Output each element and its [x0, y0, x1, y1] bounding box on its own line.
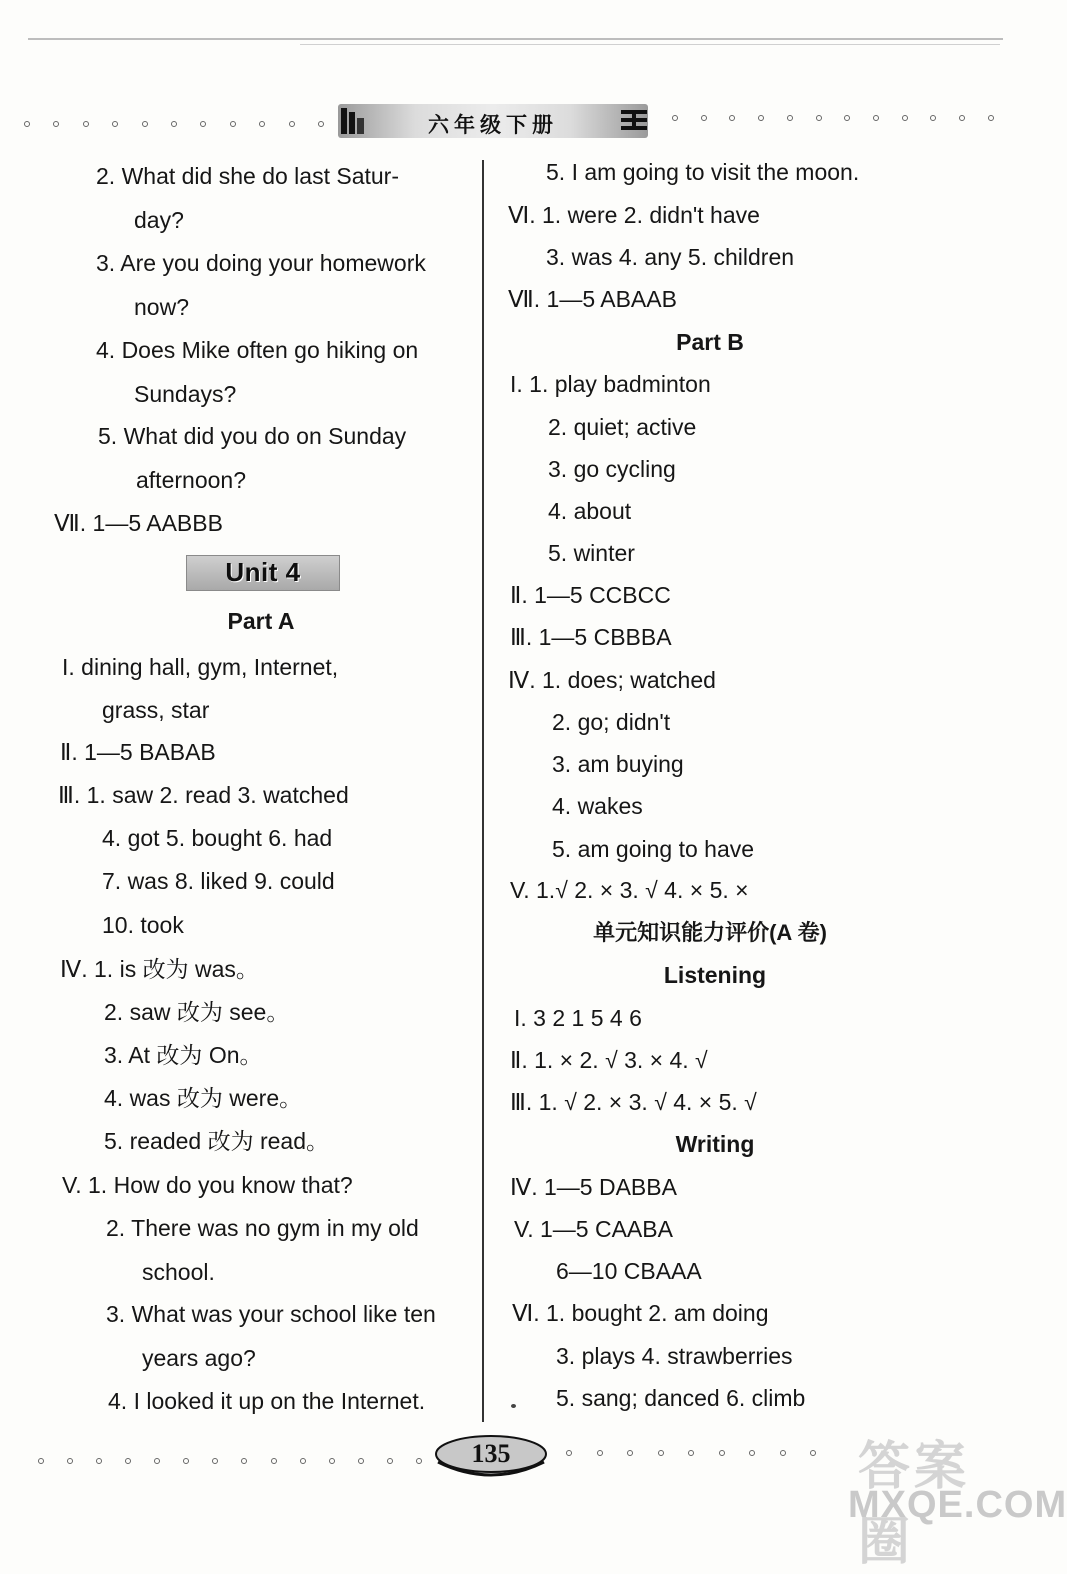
answer-line: 10. took	[102, 912, 184, 938]
answer-line: Ⅲ. 1. √ 2. × 3. √ 4. × 5. √	[510, 1089, 757, 1115]
unit-title: Unit 4	[225, 557, 301, 587]
answer-line: Ⅶ. 1—5 AABBB	[54, 510, 223, 536]
answer-line: Ⅵ. 1. were 2. didn't have	[508, 202, 760, 228]
answer-line: Ⅵ. 1. bought 2. am doing	[512, 1300, 769, 1326]
watermark-logo-text: 答案圈	[858, 1438, 971, 1571]
answer-line: 3. At 改为 On。	[104, 1042, 263, 1068]
answer-line: Ⅱ. 1—5 CCBCC	[510, 582, 671, 608]
answer-line: I. 1. play badminton	[510, 371, 711, 397]
answer-line: 5. What did you do on Sunday	[98, 423, 407, 449]
header-dots-right	[672, 115, 994, 121]
answer-line: Ⅳ. 1—5 DABBA	[510, 1174, 677, 1200]
part-a-heading: Part A	[227, 608, 295, 634]
footer-dots-right	[566, 1450, 816, 1456]
answer-line: Ⅳ. 1. is 改为 was。	[60, 956, 259, 982]
answer-line: 3. am buying	[552, 751, 684, 777]
answer-line: 3. plays 4. strawberries	[556, 1343, 793, 1369]
answer-line: 3. go cycling	[548, 456, 676, 482]
answer-line: 5. am going to have	[552, 836, 755, 862]
answer-line: 3. What was your school like ten	[106, 1301, 436, 1327]
answer-line: school.	[142, 1259, 215, 1285]
top-rule	[28, 38, 1003, 40]
answer-line: 2. saw 改为 see。	[104, 999, 290, 1025]
watermark-url: MXQE.COM	[848, 1484, 1067, 1526]
header-band	[338, 104, 648, 138]
stack-icon	[620, 108, 648, 132]
answer-line: I. dining hall, gym, Internet,	[62, 654, 339, 680]
answer-line: 2. quiet; active	[548, 414, 697, 440]
answer-line: 4. Does Mike often go hiking on	[96, 337, 419, 363]
answer-line: 4. wakes	[552, 793, 643, 819]
answer-line: 5. I am going to visit the moon.	[546, 159, 860, 185]
answer-line: 5. winter	[548, 540, 635, 566]
answer-line: 4. about	[548, 498, 632, 524]
answer-line: Ⅳ. 1. does; watched	[508, 667, 716, 693]
answer-line: 4. got 5. bought 6. had	[102, 825, 333, 851]
answer-line: 4. I looked it up on the Internet.	[108, 1388, 426, 1414]
answer-line: now?	[134, 294, 189, 320]
answer-line: 5. readed 改为 read。	[104, 1128, 330, 1154]
page-number: 135	[471, 1439, 511, 1468]
answer-line: Ⅱ. 1. × 2. √ 3. × 4. √	[510, 1047, 708, 1073]
answer-line: 2. There was no gym in my old	[106, 1215, 419, 1241]
answer-line: afternoon?	[136, 467, 246, 493]
header-dots-left	[24, 121, 324, 127]
watermark	[820, 1424, 1067, 1571]
answer-line: I. 3 2 1 5 4 6	[514, 1005, 642, 1031]
answer-line: Ⅱ. 1—5 BABAB	[60, 739, 216, 765]
listening-heading: Listening	[663, 962, 767, 988]
answer-line: grass, star	[102, 697, 210, 723]
unit-title-box	[186, 555, 340, 591]
answer-line: Ⅲ. 1. saw 2. read 3. watched	[58, 782, 349, 808]
part-b-heading: Part B	[676, 329, 744, 355]
answer-line: day?	[134, 207, 184, 233]
footer-dots-left	[38, 1458, 422, 1464]
answer-line: 2. go; didn't	[552, 709, 671, 735]
top-rule-thin	[300, 44, 1000, 45]
book-icon	[340, 106, 366, 136]
page-number-badge	[432, 1432, 550, 1480]
answer-line: 3. Are you doing your homework	[96, 250, 426, 276]
answer-line: Ⅲ. 1—5 CBBBA	[510, 624, 672, 650]
header-title: 六年级下册	[428, 114, 558, 137]
answer-line: 6—10 CBAAA	[556, 1258, 702, 1284]
column-divider	[482, 160, 484, 1422]
answer-line: 3. was 4. any 5. children	[546, 244, 795, 270]
answer-line: years ago?	[142, 1345, 256, 1371]
answer-line: 5. sang; danced 6. climb	[556, 1385, 806, 1411]
writing-heading: Writing	[675, 1131, 755, 1157]
answer-line: Sundays?	[134, 381, 237, 407]
answer-line: Ⅶ. 1—5 ABAAB	[508, 286, 677, 312]
answer-line: V. 1. How do you know that?	[62, 1172, 353, 1198]
answer-line: V. 1—5 CAABA	[514, 1216, 673, 1242]
assessment-heading: 单元知识能力评价(A 卷)	[593, 920, 827, 945]
stray-dot	[511, 1404, 516, 1408]
answer-line: 4. was 改为 were。	[104, 1085, 303, 1111]
answer-line: V. 1.√ 2. × 3. √ 4. × 5. ×	[510, 877, 749, 903]
answer-line: 7. was 8. liked 9. could	[102, 868, 335, 894]
answer-line: 2. What did she do last Satur-	[96, 163, 399, 189]
